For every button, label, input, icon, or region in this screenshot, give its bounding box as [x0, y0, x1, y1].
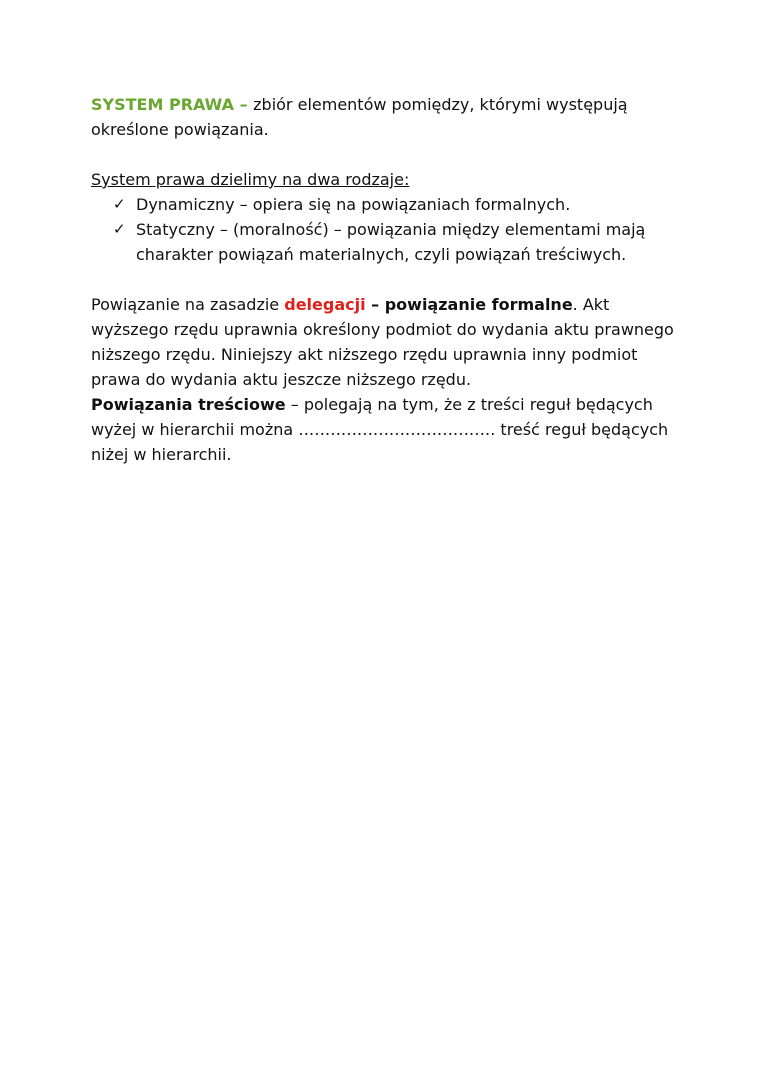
list-item [113, 192, 681, 217]
check-icon: ✓ [113, 195, 126, 213]
content-links-paragraph [91, 392, 681, 467]
spacer [91, 142, 681, 167]
list-item [113, 217, 681, 267]
definition-separator: – [234, 95, 254, 114]
spacer [91, 267, 681, 292]
definition-paragraph [91, 92, 681, 142]
types-heading: System prawa dzielimy na dwa rodzaje: [91, 170, 410, 189]
list-item-text: Statyczny – (moralność) – powiązania między elementami mają charakter powiązań materialnych, czyli powiązań treściwych. [136, 220, 646, 264]
types-list [91, 192, 681, 267]
check-icon: ✓ [113, 220, 126, 238]
delegation-rest: . Akt wyższego rzędu uprawnia określony podmiot do wydania aktu prawnego niższego rzędu. Niniejszy akt niższego rzędu uprawnia inny podmiot prawa do wydania aktu jeszcze niższego rzędu. [91, 295, 674, 389]
delegation-lead: Powiązanie na zasadzie [91, 295, 285, 314]
delegation-dash: – [365, 295, 385, 314]
delegation-bold: powiązanie formalne [384, 295, 573, 314]
definition-term: SYSTEM PRAWA [91, 95, 234, 114]
content-links-bold: Powiązania treściowe [91, 395, 286, 414]
document-content [91, 92, 681, 467]
definition-text: zbiór elementów pomiędzy, którymi występują określone powiązania. [91, 95, 628, 139]
list-item-text: Dynamiczny – opiera się na powiązaniach formalnych. [136, 195, 571, 214]
delegation-paragraph [91, 292, 681, 392]
delegation-keyword: delegacji [284, 295, 366, 314]
content-links-rest: – polegają na tym, że z treści reguł będących wyżej w hierarchii można ………………………………. treść reguł będących niżej w hierarchii. [91, 395, 669, 464]
